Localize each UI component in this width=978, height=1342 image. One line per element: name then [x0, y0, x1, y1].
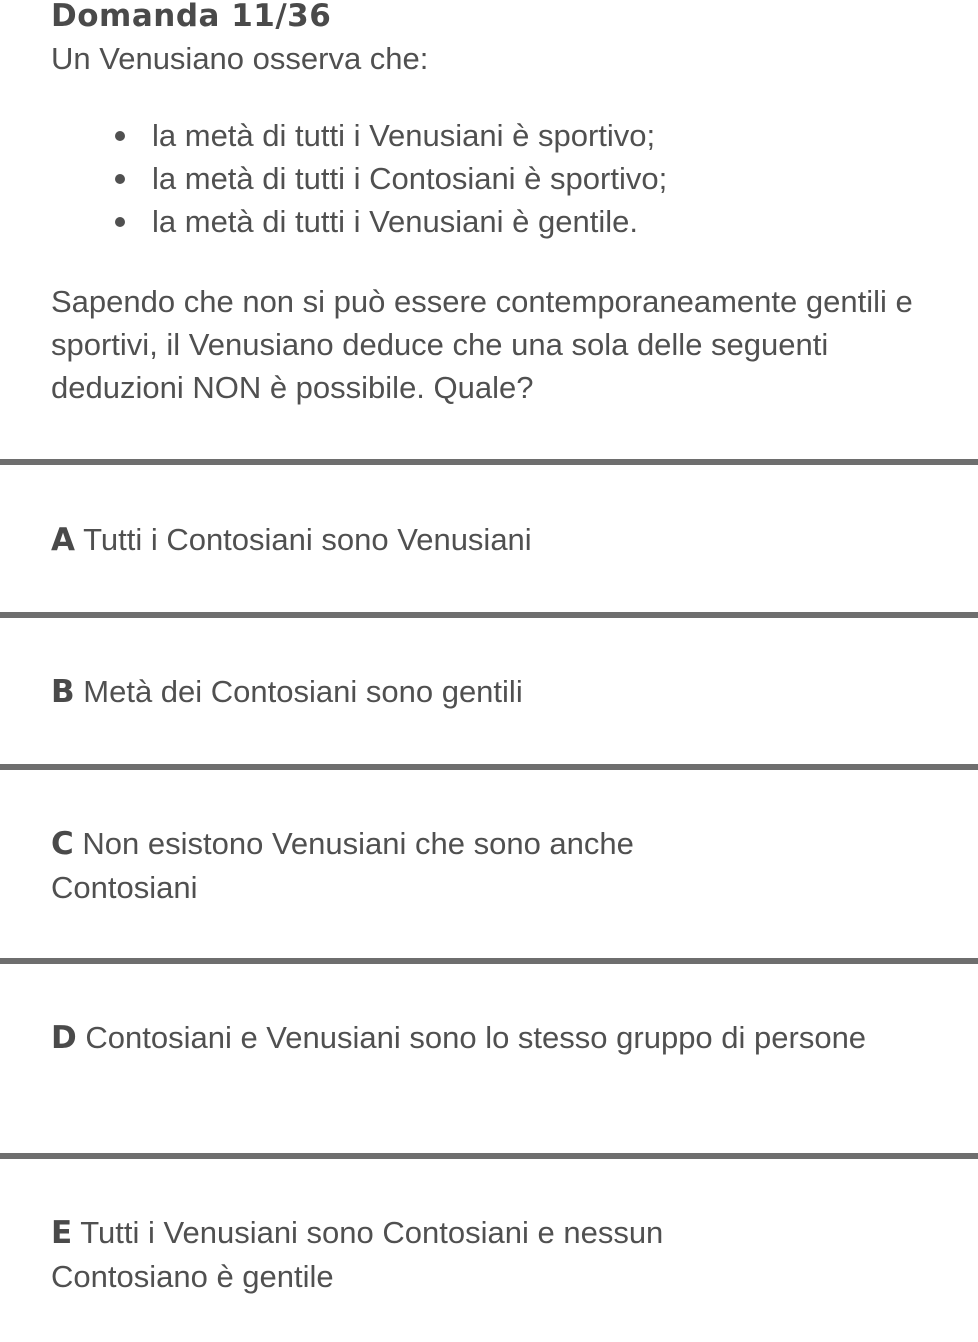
premise-list: [0, 114, 667, 243]
bullet-icon: [115, 174, 125, 184]
divider: [0, 958, 978, 964]
answer-option-d[interactable]: [51, 1016, 881, 1060]
premise-text: la metà di tutti i Venusiani è sportivo;: [152, 118, 656, 153]
premise-text: la metà di tutti i Contosiani è sportivo;: [152, 161, 668, 196]
question-intro: Un Venusiano osserva che:: [51, 41, 429, 76]
answer-option-c[interactable]: [51, 822, 751, 909]
bullet-icon: [115, 131, 125, 141]
option-letter: C: [51, 826, 74, 862]
divider: [0, 764, 978, 770]
divider: [0, 459, 978, 465]
question-stem: Sapendo che non si può essere contemporaneamente gentili e sportivi, il Venusiano deduce che una sola delle seguenti deduzioni NON è possibile. Quale?: [51, 284, 913, 405]
option-letter: E: [51, 1215, 73, 1251]
divider: [0, 612, 978, 618]
option-text: Tutti i Venusiani sono Contosiani e nessun Contosiano è gentile: [51, 1215, 664, 1294]
answer-option-b[interactable]: [51, 670, 951, 714]
divider: [0, 1153, 978, 1159]
option-letter: D: [51, 1020, 77, 1056]
option-text: Contosiani e Venusiani sono lo stesso gruppo di persone: [85, 1020, 867, 1055]
option-text: Non esistono Venusiani che sono anche Contosiani: [51, 826, 634, 905]
premise-item: [0, 114, 667, 157]
option-text: Metà dei Contosiani sono gentili: [83, 674, 523, 709]
premise-item: [0, 200, 667, 243]
answer-option-e[interactable]: [51, 1211, 781, 1298]
answer-option-a[interactable]: [51, 518, 951, 562]
premise-text: la metà di tutti i Venusiani è gentile.: [152, 204, 638, 239]
option-letter: A: [51, 522, 75, 558]
premise-item: [0, 157, 667, 200]
bullet-icon: [115, 217, 125, 227]
option-text: Tutti i Contosiani sono Venusiani: [83, 522, 532, 557]
question-number: Domanda 11/36: [51, 0, 332, 34]
option-letter: B: [51, 674, 75, 710]
